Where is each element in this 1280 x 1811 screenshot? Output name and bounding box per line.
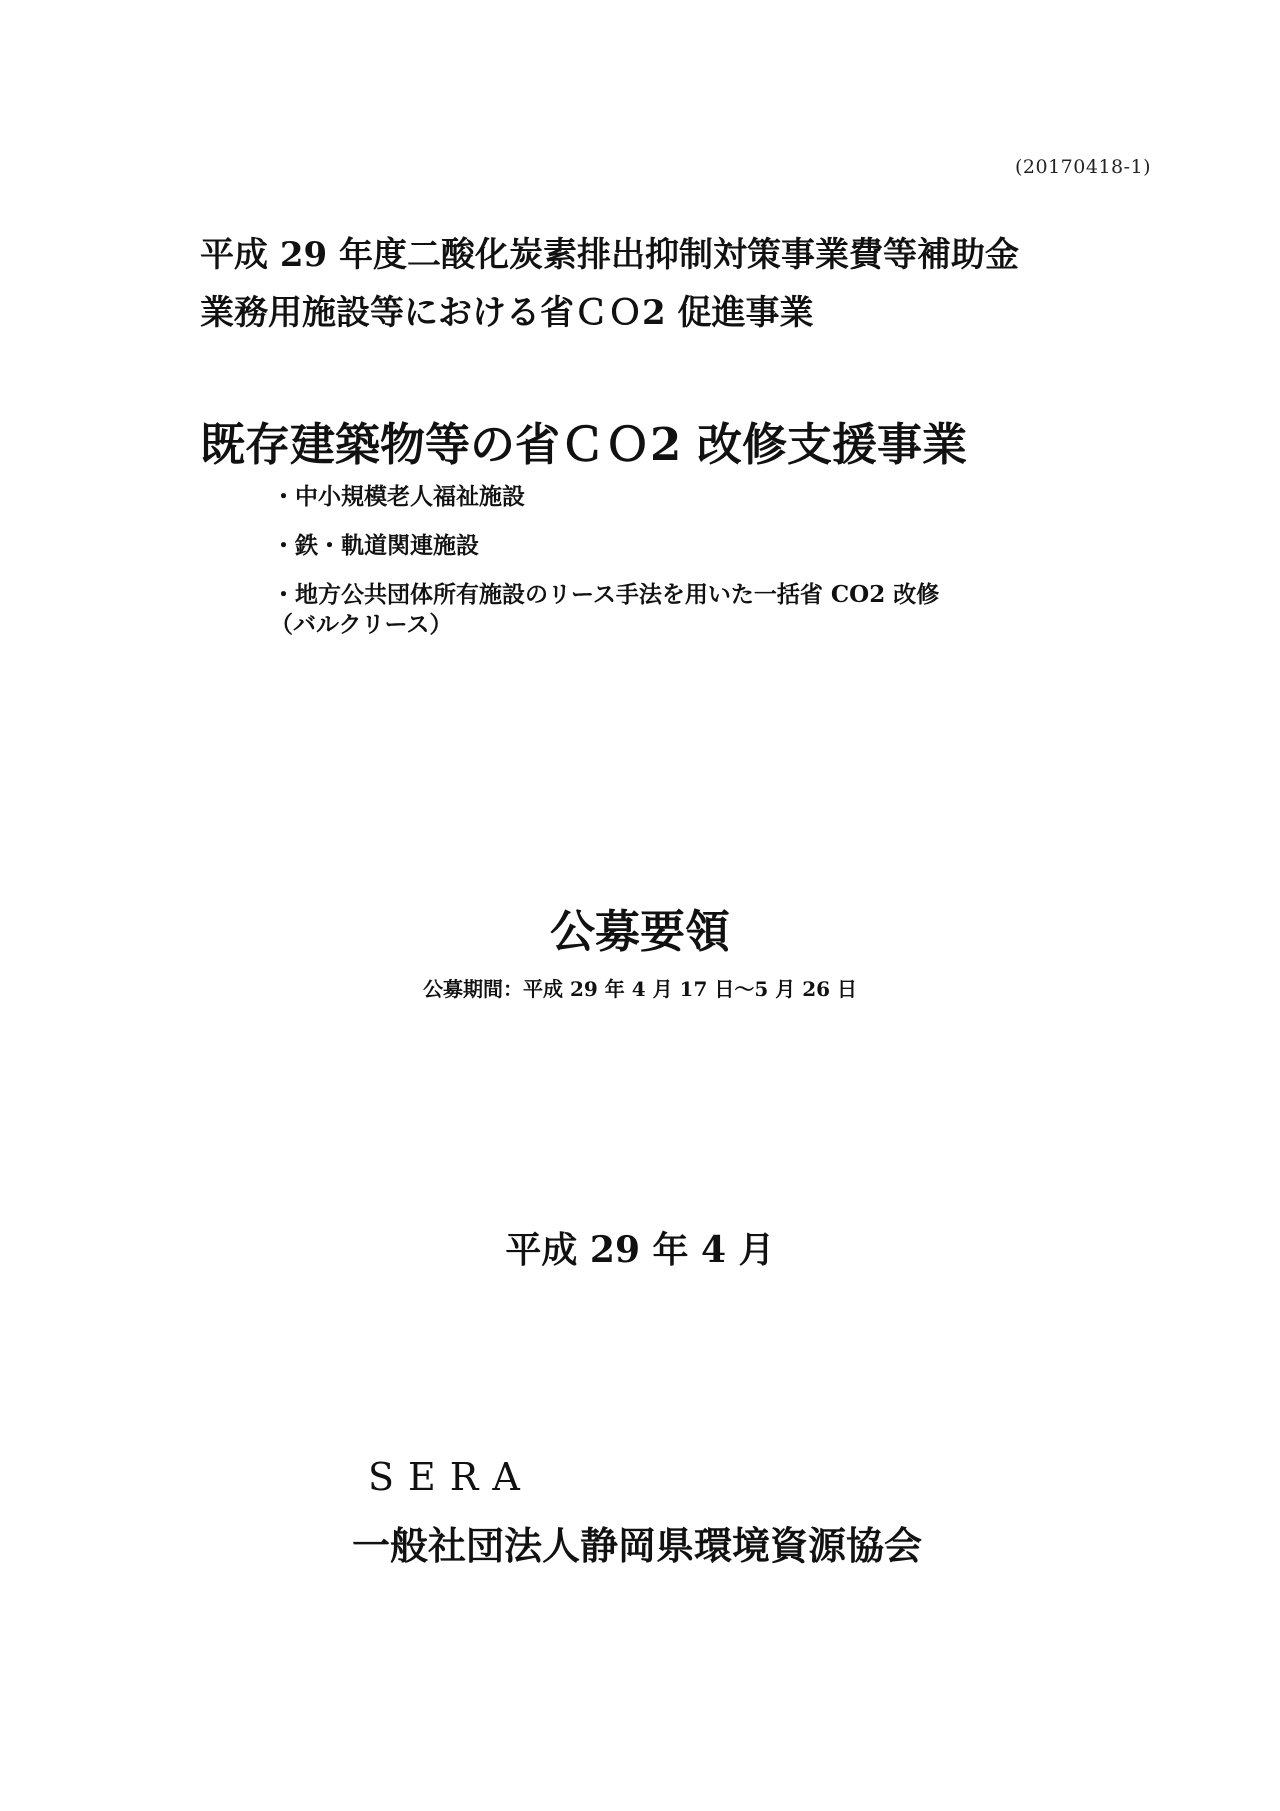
list-item-label: ・地方公共団体所有施設のリース手法を用いた一括省 CO2 改修: [272, 581, 940, 608]
list-item: [272, 531, 939, 561]
list-item: [272, 580, 939, 640]
title-line-2: 業務用施設等における省ＣＯ2 促進事業: [200, 293, 814, 333]
target-facility-list: [272, 482, 939, 659]
list-item-label: ・鉄・軌道関連施設: [272, 532, 479, 559]
title-block: [200, 226, 1180, 342]
document-type-heading: 公募要領: [549, 905, 730, 958]
list-item-label: ・中小規模老人福祉施設: [272, 483, 525, 510]
list-item: [272, 482, 939, 512]
application-period: 公募期間：平成 29 年 4 月 17 日～5 月 26 日: [423, 977, 857, 1001]
list-item-continuation: （バルクリース）: [270, 611, 453, 638]
title-line-1: 平成 29 年度二酸化炭素排出抑制対策事業費等補助金: [200, 235, 1019, 275]
organization-abbreviation: SERA: [368, 1455, 534, 1499]
issue-date: 平成 29 年 4 月: [505, 1229, 775, 1271]
page-subtitle: 既存建築物等の省ＣＯ2 改修支援事業: [200, 418, 967, 471]
document-id: (20170418-1): [1015, 156, 1152, 178]
organization-name: 一般社団法人静岡県環境資源協会: [352, 1523, 923, 1568]
